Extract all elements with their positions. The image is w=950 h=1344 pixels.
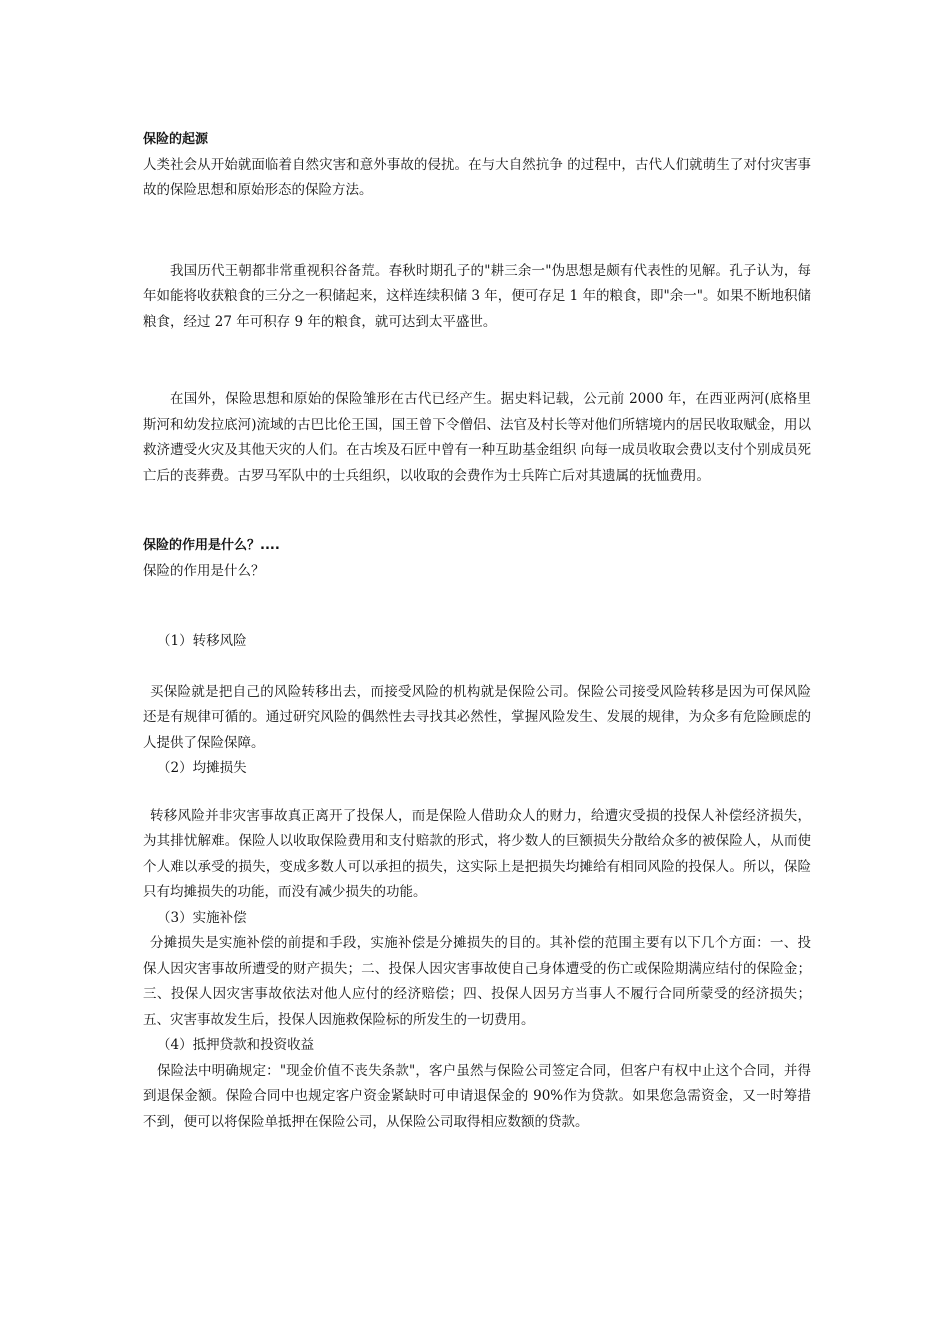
item-text-transfer-risk: 买保险就是把自己的风险转移出去，而接受风险的机构就是保险公司。保险公司接受风险转移是因为可保风险还是有规律可循的。通过研究风险的偶然性去寻找其必然性，掌握风险发生、发展的规律，为众多有危险顾虑的人提供了保险保障。 <box>143 683 811 751</box>
section-title-origin: 保险的起源 <box>143 132 209 147</box>
document-page <box>143 127 811 1135</box>
origin-china-paragraph: 我国历代王朝都非常重视积谷备荒。春秋时期孔子的"耕三余一"伪思想是颇有代表性的见解。孔子认为，每年如能将收获粮食的三分之一积储起来，这样连续积储 3 年，便可存足 1 年的粮食，即"余一"。如果不断地积储粮食，经过 27 年可积存 9 年的粮食，就可达到太平盛世。 <box>143 262 811 330</box>
spacer <box>143 655 811 680</box>
origin-intro-paragraph: 人类社会从开始就面临着自然灾害和意外事故的侵扰。在与大自然抗争 的过程中，古代人们就萌生了对付灾害事故的保险思想和原始形态的保险方法。 <box>143 156 811 198</box>
item-text-compensation: 分摊损失是实施补偿的前提和手段，实施补偿是分摊损失的目的。其补偿的范围主要有以下几个方面：一、投保人因灾害事故所遭受的财产损失；二、投保人因灾害事故使自己身体遭受的伤亡或保险期满应结付的保险金；三、投保人因灾害事故依法对他人应付的经济赔偿；四、投保人因另方当事人不履行合同所蒙受的经济损失；五、灾害事故发生后，投保人因施救保险标的所发生的一切费用。 <box>143 935 811 1028</box>
spacer <box>143 335 811 387</box>
item-label-transfer-risk: （1）转移风险 <box>157 633 247 649</box>
spacer <box>143 584 811 629</box>
function-subtitle: 保险的作用是什么？ <box>143 562 265 579</box>
item-text-share-loss: 转移风险并非灾害事故真正离开了投保人，而是保险人借助众人的财力，给遭灾受损的投保人补偿经济损失，为其排忧解难。保险人以收取保险费用和支付赔款的形式，将少数人的巨额损失分散给众多的被保险人，从而使个人难以承受的损失，变成多数人可以承担的损失，这实际上是把损失均摊给有相同风险的投保人。所以，保险只有均摊损失的功能，而没有减少损失的功能。 <box>143 807 811 900</box>
item-label-loan-investment: （4）抵押贷款和投资收益 <box>157 1037 315 1053</box>
section-title-function: 保险的作用是什么？.... <box>143 538 280 553</box>
spacer <box>143 782 811 804</box>
origin-foreign-paragraph: 在国外，保险思想和原始的保险雏形在古代已经产生。据史料记载，公元前 2000 年，在西亚两河(底格里斯河和幼发拉底河)流域的古巴比伦王国，国王曾下令僧侣、法官及村长等对他们所辖境内的居民收取赋金，用以救济遭受火灾及其他天灾的人们。在古埃及石匠中曾有一种互助基金组织 向每一成员收取会费以支付个别成员死亡后的丧葬费。古罗马军队中的士兵组织，以收取的会费作为士兵阵亡后对其遗属的抚恤费用。 <box>143 391 811 484</box>
item-text-loan-investment: 保险法中明确规定："现金价值不丧失条款"，客户虽然与保险公司签定合同，但客户有权中止这个合同，并得到退保金额。保险合同中也规定客户资金紧缺时可申请退保金的 90%作为贷款。如果您急需资金，又一时筹措不到，便可以将保险单抵押在保险公司，从保险公司取得相应数额的贷款。 <box>143 1062 811 1130</box>
spacer <box>143 489 811 533</box>
item-label-share-loss: （2）均摊损失 <box>157 760 247 776</box>
item-label-compensation: （3）实施补偿 <box>157 909 247 926</box>
spacer <box>143 204 811 259</box>
